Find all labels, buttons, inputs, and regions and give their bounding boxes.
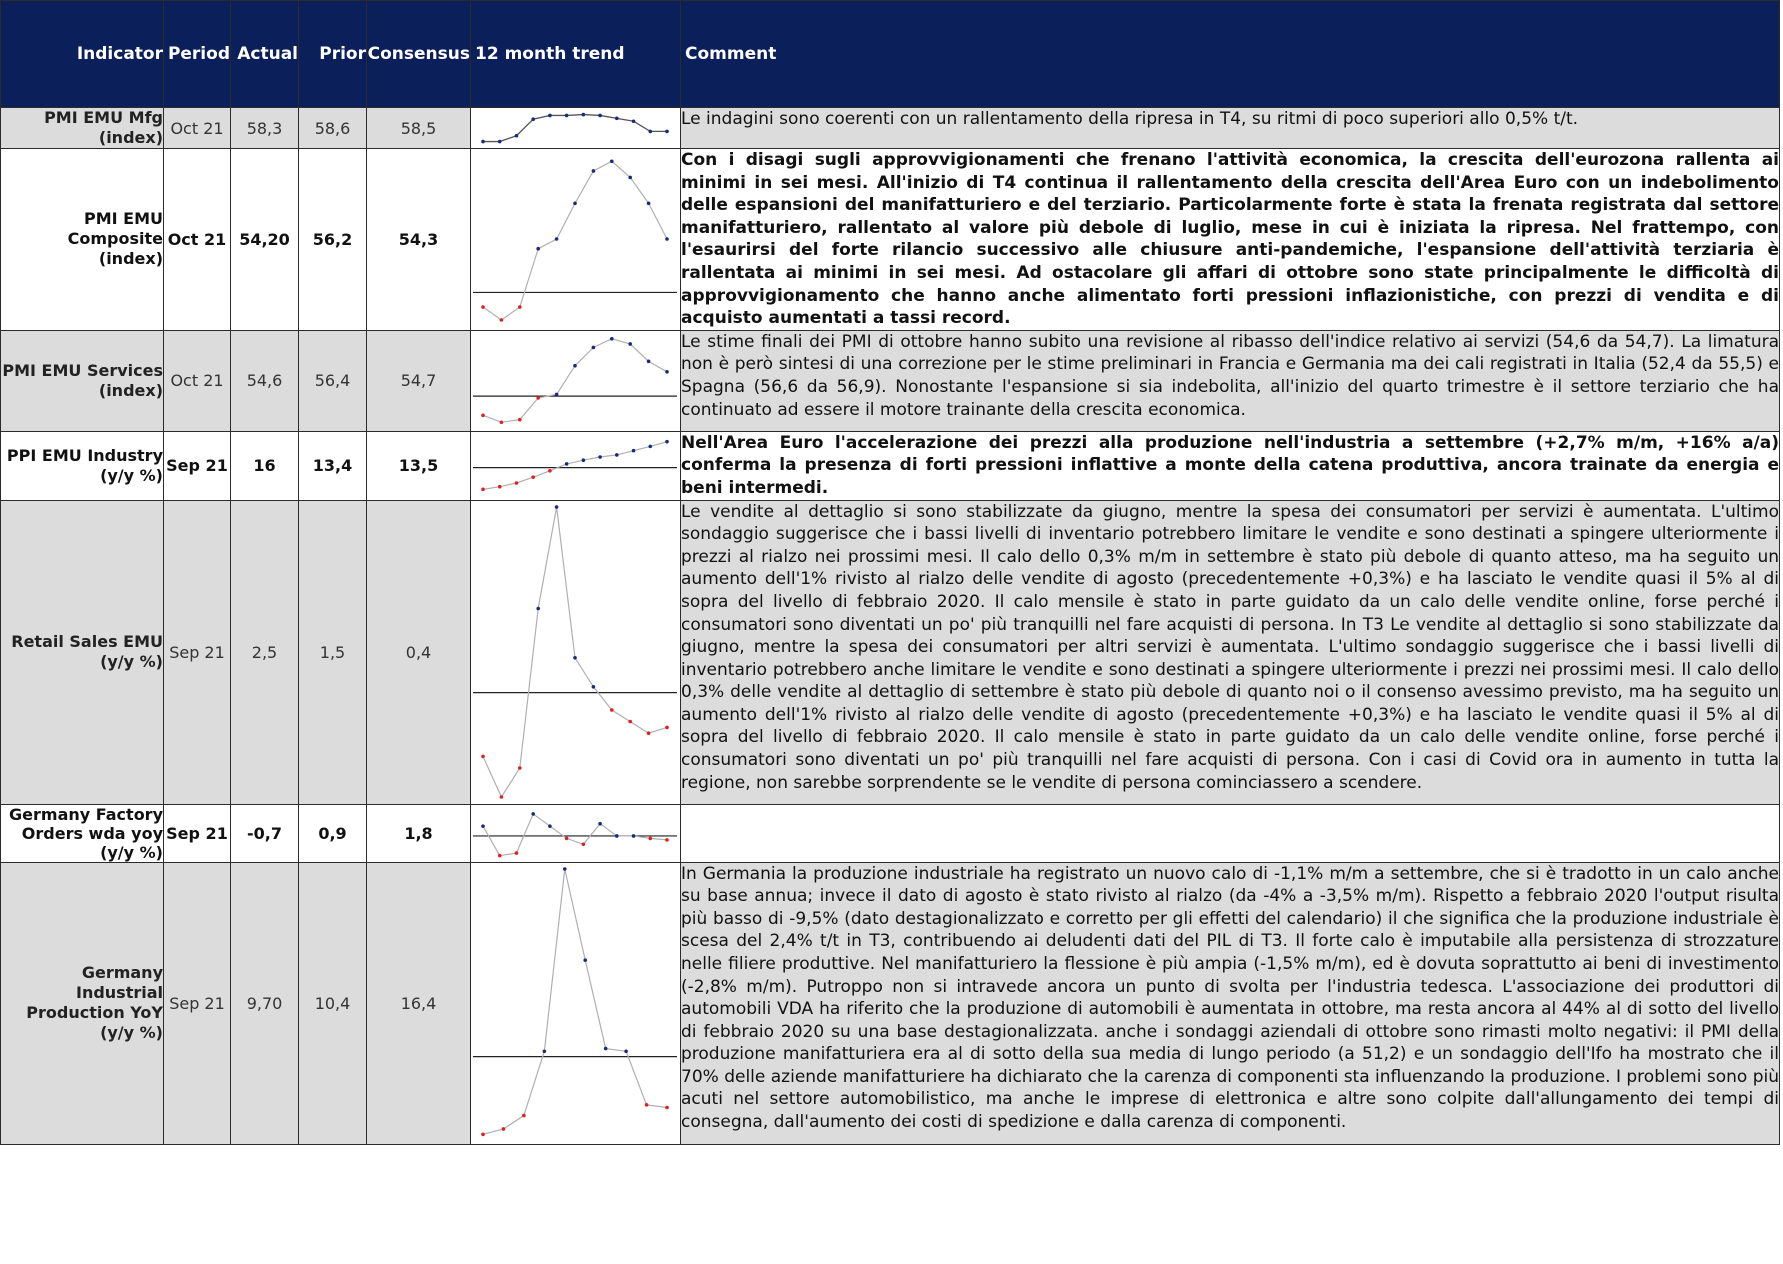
trend-line [483, 162, 667, 321]
trend-point [481, 755, 485, 759]
trend-line [483, 339, 667, 423]
trend-line [483, 813, 667, 855]
indicator-unit-line: (y/y %) [100, 465, 163, 485]
col-header-prior: Prior [299, 1, 367, 108]
period-cell: Oct 21 [164, 149, 231, 331]
trend-point [548, 469, 552, 473]
trend-point [518, 306, 522, 310]
trend-point [665, 1106, 669, 1110]
col-header-actual: Actual [231, 1, 299, 108]
table-row [1, 108, 1780, 149]
trend-point [531, 476, 535, 480]
trend-point [615, 453, 619, 457]
col-header-period: Period [164, 1, 231, 108]
trend-cell [471, 149, 681, 331]
actual-cell: 2,5 [231, 500, 299, 804]
indicator-name-line: PMI EMU Services [2, 360, 163, 380]
prior-cell: 1,5 [299, 500, 367, 804]
trend-point [632, 119, 636, 123]
indicator-name [1, 500, 164, 804]
trend-point [648, 129, 652, 133]
consensus-cell: 0,4 [367, 500, 471, 804]
comment-cell: Le vendite al dettaglio si sono stabilizzate da giugno, mentre la spesa dei consumatori per servizi è aumentata. L'ultimo sondaggio suggerisce che i bassi livelli di inventario potrebbero limitare le vendite e sono destinati a spingere ulteriormente i prezzi al rialzo nei prossimi mesi. Il calo dello 0,3% m/m in settembre è stato più debole di quanto atteso, ma ha seguito un aumento dell'1% rivisto al rialzo delle vendite di agosto (precedentemente +0,3%) e ha lasciato le vendite quasi il 5% al di sopra del livello di febbraio 2020. Il calo mensile è stato in parte guidato da un calo delle vendite online, forse perché i consumatori sono diventati un po' più tranquilli nel fare acquisti di persona. In T3 Le vendite al dettaglio si sono stabilizzate da giugno, mentre la spesa dei consumatori per altri servizi è aumentata. L'ultimo sondaggio suggerisce che i bassi livelli di inventario potrebbero anche limitare le vendite e sono destinati a spingere ulteriormente i prezzi nei prossimi mesi. Il calo dello 0,3% delle vendite al dettaglio di settembre è stato più debole di quanto noi o il consenso avessimo previsto, ma ha seguito un aumento dell'1% rivisto al rialzo delle vendite di agosto (precedentemente +0,3%) e ha lasciato le vendite quasi il 5% al di sopra del livello di febbraio 2020. Il calo mensile è stato in parte guidato da un calo delle vendite online, forse perché i consumatori sono diventati un po' più tranquilli nel fare acquisti di persona. Con i casi di Covid ora in aumento in tutta la regione, non sarebbe sorprendente se le vendite di persona cominciassero a scendere. [681, 500, 1780, 804]
trend-point [515, 481, 519, 485]
period-cell: Oct 21 [164, 330, 231, 431]
trend-point [555, 505, 559, 509]
trend-point [665, 129, 669, 133]
prior-cell: 56,4 [299, 330, 367, 431]
trend-sparkline [471, 501, 679, 803]
actual-cell: -0,7 [231, 804, 299, 862]
trend-point [592, 685, 596, 689]
trend-point [548, 824, 552, 828]
indicator-name [1, 149, 164, 331]
trend-point [536, 247, 540, 251]
indicator-name [1, 330, 164, 431]
trend-point [518, 418, 522, 422]
prior-cell: 0,9 [299, 804, 367, 862]
trend-point [648, 836, 652, 840]
trend-point [531, 117, 535, 121]
trend-point [481, 414, 485, 418]
trend-sparkline [471, 152, 679, 326]
trend-point [610, 337, 614, 341]
trend-point [500, 319, 504, 323]
trend-point [615, 834, 619, 838]
header-row [1, 1, 1780, 108]
trend-point [565, 836, 569, 840]
table-row [1, 500, 1780, 804]
trend-point [565, 462, 569, 466]
indicator-name-line: Germany Industrial [75, 963, 163, 1003]
trend-point [624, 1049, 628, 1053]
period-cell: Oct 21 [164, 108, 231, 149]
trend-sparkline [471, 111, 679, 146]
comment-cell: In Germania la produzione industriale ha registrato un nuovo calo di -1,1% m/m a settembre, che si è tradotto in un calo anche su base annua; invece il dato di agosto è stato rivisto al rialzo (da -4% a -3,5% m/m). Rispetto a febbraio 2020 l'output risulta più basso di -9,5% (dato destagionalizzato e corretto per gli effetti del calendario) il che significa che la produzione industriale è scesa del 2,4% t/t in T3, contribuendo ai deludenti dati del PIL di T3. Il forte calo è imputabile alla persistenza di strozzature nelle filiere produttive. Nel manifatturiero la flessione è più ampia (-1,5% m/m), ed è dovuta soprattutto ai beni di investimento (-2,8% m/m). Putroppo non si intravede ancora un punto di svolta per l'industria tedesca. L'associazione dei produttori di automobili VDA ha riferito che la produzione di automobili è aumentata in ottobre, ma resta ancora al 44% al di sotto del livello di febbraio 2020 su una base destagionalizzata. anche i sondaggi aziendali di ottobre sono rimasti molto negativi: il PMI della produzione manifatturiera era al di sotto della sua media di lungo periodo (a 51,2) e un sondaggio dell'Ifo ha mostrato che il 70% delle aziende manifatturiere ha dichiarato che la carenza di componenti sta influenzando la produzione. I problemi sono più acuti nel settore automobilistico, ma anche le imprese di elettronica e altre sono colpite dall'allungamento dei tempi di consegna, dall'aumento dei costi di spedizione e dalla carenza di componenti. [681, 862, 1780, 1144]
trend-point [543, 1049, 547, 1053]
trend-point [610, 160, 614, 164]
table-row [1, 149, 1780, 331]
trend-point [481, 1133, 485, 1137]
trend-sparkline [471, 863, 679, 1143]
trend-point [536, 607, 540, 611]
trend-point [481, 139, 485, 143]
actual-cell: 54,20 [231, 149, 299, 331]
comment-cell [681, 804, 1780, 862]
trend-point [628, 342, 632, 346]
trend-point [583, 958, 587, 962]
trend-point [522, 1114, 526, 1118]
indicator-name-line: PMI EMU Mfg [44, 108, 163, 127]
trend-line [483, 442, 667, 490]
consensus-cell: 1,8 [367, 804, 471, 862]
trend-point [665, 238, 669, 242]
trend-point [598, 113, 602, 117]
trend-point [647, 360, 651, 364]
trend-point [592, 170, 596, 174]
period-cell: Sep 21 [164, 431, 231, 500]
trend-point [573, 656, 577, 660]
indicator-unit-line: (y/y %) [100, 652, 163, 672]
trend-point [665, 838, 669, 842]
indicator-name-line: Germany Factory [9, 804, 163, 824]
indicator-name [1, 431, 164, 500]
consensus-cell: 16,4 [367, 862, 471, 1144]
col-header-comment: Comment [681, 1, 1780, 108]
indicator-name-line-2: Orders wda yoy [21, 823, 163, 843]
comment-cell: Le indagini sono coerenti con un rallentamento della ripresa in T4, su ritmi di poco superiori allo 0,5% t/t. [681, 108, 1780, 149]
col-header-consensus: Consensus [367, 1, 471, 108]
trend-point [481, 306, 485, 310]
trend-point [555, 393, 559, 397]
trend-point [498, 139, 502, 143]
trend-point [518, 766, 522, 770]
trend-point [648, 445, 652, 449]
trend-point [632, 449, 636, 453]
trend-cell [471, 108, 681, 149]
period-cell: Sep 21 [164, 862, 231, 1144]
indicator-unit-line: (index) [98, 249, 163, 269]
trend-point [481, 824, 485, 828]
trend-point [615, 116, 619, 120]
trend-point [573, 364, 577, 368]
trend-point [628, 720, 632, 724]
period-cell: Sep 21 [164, 500, 231, 804]
indicator-name-line: Retail Sales EMU [11, 632, 163, 652]
trend-point [598, 455, 602, 459]
trend-point [515, 851, 519, 855]
trend-sparkline [471, 436, 679, 495]
table-row [1, 431, 1780, 500]
trend-point [604, 1047, 608, 1051]
trend-point [647, 202, 651, 206]
indicator-name-line: PMI EMU Composite [67, 209, 163, 249]
comment-cell: Con i disagi sugli approvvigionamenti che frenano l'attività economica, la crescita dell'eurozona rallenta ai minimi in sei mesi. All'inizio di T4 continua il rallentamento della crescita dell'Area Euro con un indebolimento delle espansioni del manifatturiero e del terziario. Particolarmente forte è stata la frenata registrata dal settore manifatturiero, rallentato al valore più debole di luglio, mese in cui è iniziata la ripresa. Nel frattempo, con l'esaurirsi del forte rilancio successivo alle chiusure anti-pandemiche, l'espansione dell'attività terziaria è rallentata ai minimi in sei mesi. Ad ostacolare gli affari di ottobre sono state principalmente le difficoltà di approvvigionamento che hanno anche alimentato forti pressioni inflazionistiche, con prezzi di vendita e di acquisto aumentati a tassi record. [681, 149, 1780, 331]
table-row [1, 804, 1780, 862]
trend-point [582, 842, 586, 846]
trend-point [582, 112, 586, 116]
trend-point [647, 731, 651, 735]
table-row [1, 330, 1780, 431]
indicator-unit-line: (y/y %) [100, 1023, 163, 1043]
trend-point [563, 867, 567, 871]
trend-point [555, 238, 559, 242]
trend-point [665, 370, 669, 374]
trend-point [548, 113, 552, 117]
consensus-cell: 13,5 [367, 431, 471, 500]
indicator-name [1, 108, 164, 149]
indicator-name [1, 862, 164, 1144]
table-row [1, 862, 1780, 1144]
trend-point [665, 440, 669, 444]
trend-point [498, 485, 502, 489]
trend-point [536, 396, 540, 400]
trend-point [500, 421, 504, 425]
indicator-name-line: PPI EMU Industry [6, 445, 163, 465]
trend-point [645, 1103, 649, 1107]
trend-sparkline [471, 806, 679, 861]
indicator-unit-line: (index) [98, 128, 163, 147]
trend-point [500, 795, 504, 799]
comment-cell: Le stime finali dei PMI di ottobre hanno subito una revisione al ribasso dell'indice relativo ai servizi (54,6 da 54,7). La limatura non è però sintesi di una correzione per le stime preliminari in Francia e Germania ma dei cali registrati in Italia (52,4 da 55,5) e Spagna (56,6 da 56,9). Nonostante l'espansione si sia indebolita, all'inizio del quarto trimestre è il settore terziario che ha continuato ad essere il motore trainante della crescita economica. [681, 330, 1780, 431]
trend-point [582, 459, 586, 463]
period-cell: Sep 21 [164, 804, 231, 862]
col-header-trend: 12 month trend [471, 1, 681, 108]
trend-point [502, 1127, 506, 1131]
actual-cell: 54,6 [231, 330, 299, 431]
trend-point [531, 812, 535, 816]
trend-point [632, 834, 636, 838]
trend-cell [471, 862, 681, 1144]
indicator-name-line-2: Production YoY [26, 1003, 163, 1023]
prior-cell: 56,2 [299, 149, 367, 331]
actual-cell: 16 [231, 431, 299, 500]
trend-cell [471, 431, 681, 500]
actual-cell: 58,3 [231, 108, 299, 149]
trend-cell [471, 330, 681, 431]
trend-point [573, 202, 577, 206]
trend-point [481, 488, 485, 492]
comment-cell: Nell'Area Euro l'accelerazione dei prezzi alla produzione nell'industria a settembre (+2,7% m/m, +16% a/a) conferma la presenza di forti pressioni inflattive a monte della catena produttiva, ancora trainate da energia e beni intermedi. [681, 431, 1780, 500]
trend-line [483, 869, 667, 1134]
trend-point [565, 113, 569, 117]
trend-point [665, 726, 669, 730]
trend-cell [471, 804, 681, 862]
trend-point [610, 708, 614, 712]
trend-line [483, 114, 667, 141]
trend-point [498, 853, 502, 857]
prior-cell: 10,4 [299, 862, 367, 1144]
trend-sparkline [471, 331, 679, 430]
prior-cell: 13,4 [299, 431, 367, 500]
trend-point [515, 133, 519, 137]
trend-point [592, 346, 596, 350]
trend-line [483, 507, 667, 797]
indicator-unit-line: (index) [98, 380, 163, 400]
trend-point [628, 176, 632, 180]
trend-cell [471, 500, 681, 804]
indicator-name [1, 804, 164, 862]
col-header-indicator: Indicator [1, 1, 164, 108]
consensus-cell: 58,5 [367, 108, 471, 149]
prior-cell: 58,6 [299, 108, 367, 149]
indicator-unit-line: (y/y %) [100, 842, 163, 862]
actual-cell: 9,70 [231, 862, 299, 1144]
consensus-cell: 54,3 [367, 149, 471, 331]
trend-point [598, 821, 602, 825]
consensus-cell: 54,7 [367, 330, 471, 431]
